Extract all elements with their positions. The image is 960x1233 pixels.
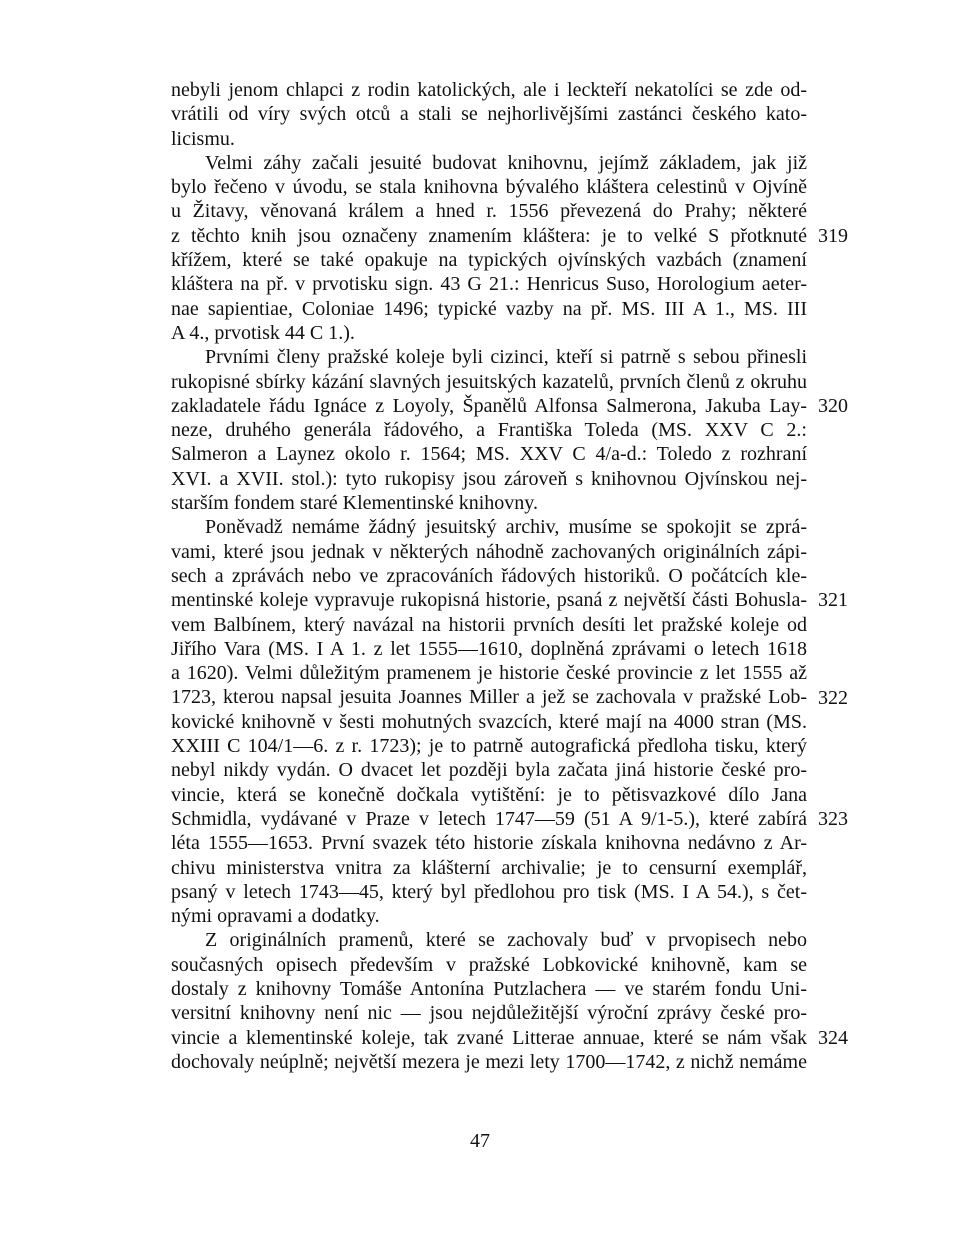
text-line: nae sapientiae, Coloniae 1496; typické vazby na př. MS. III A 1., MS. III [171,297,807,320]
text-line: dochovaly neúplně; největší mezera je mezi lety 1700—1742, z nichž nemáme [171,1050,807,1073]
text-line: vami, které jsou jednak v některých náhodně zachovaných originálních zápi- [171,540,807,563]
text-line: vrátili od víry svých otců a stali se nejhorlivějšími zastánci českého kato- [171,103,807,126]
text-line: vincie, která se konečně dočkala vytištění: je to pětisvazkové dílo Jana [171,783,807,806]
text-line: křížem, které se také opakuje na typických ojvínských vazbách (znamení [171,249,807,272]
text-line: kláštera na př. v prvotisku sign. 43 G 21.: Henricus Suso, Horologium aeter- [171,273,807,296]
text-line: kovické knihovně v šesti mohutných svazcích, které mají na 4000 stran (MS. [171,710,807,733]
text-line: psaný v letech 1743—45, který byl předlohou pro tisk (MS. I A 54.), s čet- [171,880,807,903]
text-line: chivu ministerstva vnitra za klášterní archivalie; je to censurní exemplář, [171,856,807,879]
page-number: 47 [470,1130,490,1152]
text-line: u Žitavy, věnovaná králem a hned r. 1556 převezená do Prahy; některé [171,200,807,223]
margin-number: 324 [818,1026,848,1049]
text-line: Salmeron a Laynez okolo r. 1564; MS. XXV C 4/a-d.: Toledo z rozhraní [171,443,807,466]
margin-number: 320 [818,394,848,417]
text-line: vem Balbínem, který navázal na historii prvních desíti let pražské koleje od [171,613,807,636]
text-line: z těchto knih jsou označeny znamením kláštera: je to velké S přotknuté [171,224,807,247]
text-line: Schmidla, vydávané v Praze v letech 1747—59 (51 A 9/1-5.), které zabírá [171,807,807,830]
text-line: sech a zprávách nebo ve zpracováních řádových historiků. O počátcích kle- [171,564,807,587]
text-line: vincie a klementinské koleje, tak zvané Litterae annuae, které se nám však [171,1026,807,1049]
text-line: nými opravami a dodatky. [171,905,380,928]
text-line: Poněvadž nemáme žádný jesuitský archiv, musíme se spokojit se zprá- [205,516,807,539]
text-line: rukopisné sbírky kázání slavných jesuitských kazatelů, prvních členů z okruhu [171,370,807,393]
text-line: XVI. a XVII. stol.): tyto rukopisy jsou zároveň s knihovnou Ojvínskou nej- [171,467,807,490]
margin-number: 319 [818,224,848,247]
margin-number: 321 [818,589,848,612]
text-line: bylo řečeno v úvodu, se stala knihovna bývalého kláštera celestinů v Ojvíně [171,176,807,199]
text-line: zakladatele řádu Ignáce z Loyoly, Španělů Alfonsa Salmerona, Jakuba Lay- [171,394,807,417]
text-line: léta 1555—1653. První svazek této historie získala knihovna nedávno z Ar- [171,832,807,855]
text-line: starším fondem staré Klementinské knihovny. [171,492,538,515]
text-line: versitní knihovny není nic — jsou nejdůležitější výroční zprávy české pro- [171,1002,807,1025]
text-line: XXIII C 104/1—6. z r. 1723); je to patrně autografická předloha tisku, který [171,735,807,758]
text-line: 1723, kterou napsal jesuita Joannes Miller a jež se zachovala v pražské Lob- [171,686,807,709]
text-line: nebyl nikdy vydán. O dvacet let později byla začata jiná historie české pro- [171,759,807,782]
text-line: Z originálních pramenů, které se zachovaly buď v prvopisech nebo [205,929,807,952]
text-line: mentinské koleje vypravuje rukopisná historie, psaná z největší části Bohusla- [171,589,807,612]
text-line: Velmi záhy začali jesuité budovat knihovnu, jejímž základem, jak již [205,151,807,174]
margin-number: 323 [818,808,848,830]
text-line: A 4., prvotisk 44 C 1.). [171,321,355,344]
text-line: současných opisech především v pražské Lobkovické knihovně, kam se [171,953,807,976]
body-text [171,78,807,1074]
margin-number: 322 [818,686,848,709]
text-line: neze, druhého generála řádového, a Františka Toleda (MS. XXV C 2.: [171,419,807,442]
text-line: Prvními členy pražské koleje byli cizinci, kteří si patrně s sebou přinesli [205,346,807,369]
text-line: licismu. [171,127,235,150]
text-line: Jiřího Vara (MS. I A 1. z let 1555—1610, doplněná zprávami o letech 1618 [171,637,807,660]
text-line: a 1620). Velmi důležitým pramenem je historie české provincie z let 1555 až [171,662,807,685]
text-line: dostaly z knihovny Tomáše Antonína Putzlachera — ve starém fondu Uni- [171,977,807,1000]
text-line: nebyli jenom chlapci z rodin katolických, ale i leckteří nekatolíci se zde od- [171,79,807,101]
